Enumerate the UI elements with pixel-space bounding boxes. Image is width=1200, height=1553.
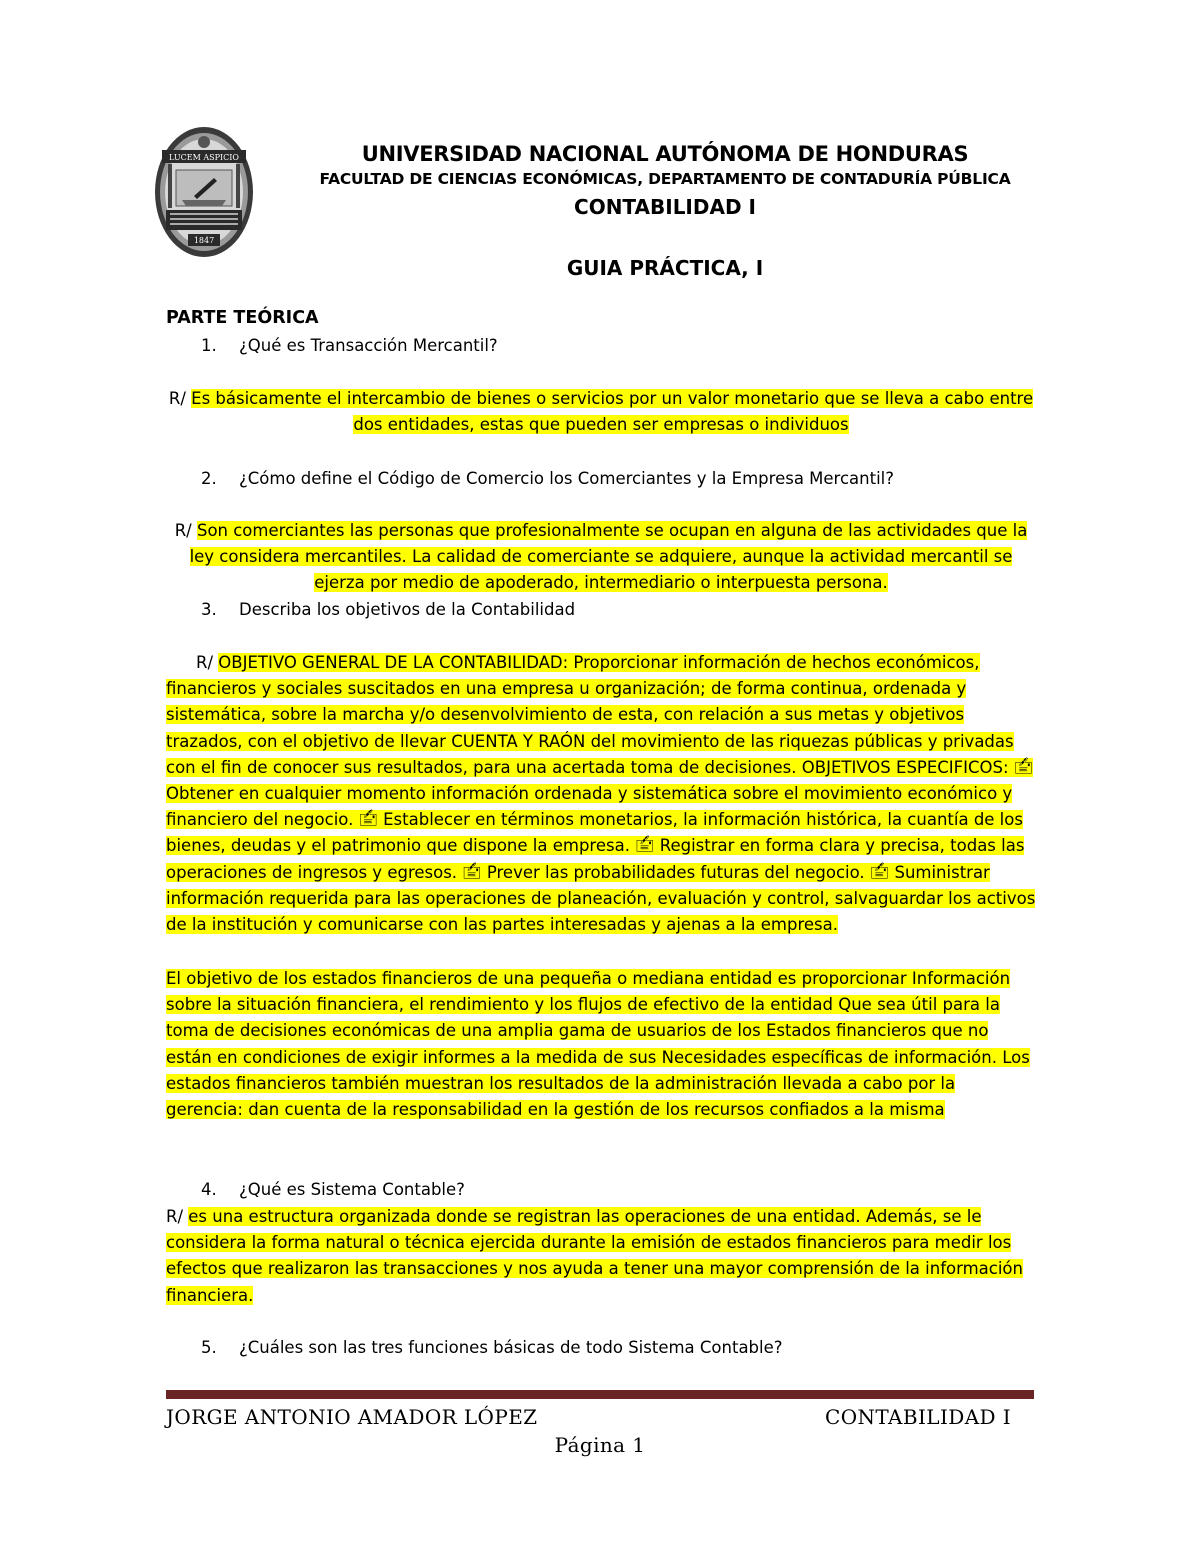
question-number: 3. xyxy=(201,600,217,619)
question-number: 4. xyxy=(201,1180,217,1199)
answer-prefix: R/ xyxy=(174,521,192,540)
university-title: UNIVERSIDAD NACIONAL AUTÓNOMA DE HONDURAS xyxy=(361,142,969,166)
question-number: 1. xyxy=(201,336,217,355)
svg-text:1847: 1847 xyxy=(193,236,215,245)
guide-title: GUIA PRÁCTICA, I xyxy=(566,256,764,280)
university-seal-logo xyxy=(154,126,254,258)
answer-4 xyxy=(166,1204,1036,1309)
course-title: CONTABILIDAD I xyxy=(574,195,756,219)
answer-3 xyxy=(166,650,1036,938)
footer-author: JORGE ANTONIO AMADOR LÓPEZ xyxy=(166,1405,538,1429)
answer-text: Es básicamente el intercambio de bienes o servicios por un valor monetario que se lleva a cabo entre dos entidades, estas que pueden ser empresas o individuos xyxy=(191,389,1034,435)
question-text: Describa los objetivos de la Contabilidad xyxy=(239,600,576,619)
question-number: 2. xyxy=(201,469,217,488)
answer-prefix: R/ xyxy=(166,1207,184,1226)
answer-prefix: R/ xyxy=(168,389,186,408)
answer-text: El objetivo de los estados financieros de una pequeña o mediana entidad es proporcionar Información sobre la situación financiera, el rendimiento y los flujos de efectivo de la entidad Que sea útil para la toma de decisiones económicas de una amplia gama de usuarios de los Estados financieros que no están en condiciones de exigir informes a la medida de sus Necesidades específicas de información. Los estados financieros también muestran los resultados de la administración llevada a cabo por la gerencia: dan cuenta de la responsabilidad en la gestión de los recursos confiados a la misma xyxy=(166,969,1030,1120)
question-text: ¿Cómo define el Código de Comercio los Comerciantes y la Empresa Mercantil? xyxy=(239,469,895,488)
answer-2 xyxy=(166,518,1036,597)
question-text: ¿Qué es Sistema Contable? xyxy=(239,1180,465,1199)
footer-page-number: Página 1 xyxy=(554,1433,646,1457)
footer-rule xyxy=(166,1390,1034,1399)
answer-text: es una estructura organizada donde se registran las operaciones de una entidad. Además, se le considera la forma natural o técnica ejercida durante la emisión de estados financieros para medir los efectos que realizaron las transacciones y nos ayuda a tener una mayor comprensión de la información financiera. xyxy=(166,1207,1023,1305)
answer-prefix: R/ xyxy=(196,653,214,672)
faculty-title: FACULTAD DE CIENCIAS ECONÓMICAS, DEPARTAMENTO DE CONTADURÍA PÚBLICA xyxy=(319,170,1011,188)
question-text: ¿Qué es Transacción Mercantil? xyxy=(239,336,498,355)
footer-course: CONTABILIDAD I xyxy=(825,1405,1012,1429)
section-title: PARTE TEÓRICA xyxy=(166,308,319,328)
svg-text:LUCEM ASPICIO: LUCEM ASPICIO xyxy=(169,153,239,162)
question-text: ¿Cuáles son las tres funciones básicas de todo Sistema Contable? xyxy=(239,1338,783,1357)
answer-text: OBJETIVO GENERAL DE LA CONTABILIDAD: Proporcionar información de hechos económicos, financieros y sociales suscitados en una empresa u organización; de forma continua, ordenada y sistemática, sobre la marcha y/o desenvolvimiento de esta, con relación a sus metas y objetivos trazados, con el objetivo de llevar CUENTA Y RAÓN del movimiento de las riquezas públicas y privadas con el fin de conocer sus resultados, para una acertada toma de decisiones. OBJETIVOS ESPECIFICOS: 🖆 Obtener en cualquier momento información ordenada y sistemática sobre el movimiento económico y financiero del negocio. 🖆 Establecer en términos monetarios, la información histórica, la cuantía de los bienes, deudas y el patrimonio que dispone la empresa. 🖆 Registrar en forma clara y precisa, todas las operaciones de ingresos y egresos. 🖆 Prever las probabilidades futuras del negocio. 🖆 Suministrar información requerida para las operaciones de planeación, evaluación y control, salvaguardar los activos de la institución y comunicarse con las partes interesadas y ajenas a la empresa. xyxy=(166,653,1036,935)
question-number: 5. xyxy=(201,1338,217,1357)
answer-3-continued xyxy=(166,966,1036,1123)
answer-text: Son comerciantes las personas que profesionalmente se ocupan en alguna de las actividades que la ley considera mercantiles. La calidad de comerciante se adquiere, aunque la actividad mercantil se ejerza por medio de apoderado, intermediario o interpuesta persona. xyxy=(189,521,1028,593)
answer-1 xyxy=(166,386,1036,438)
